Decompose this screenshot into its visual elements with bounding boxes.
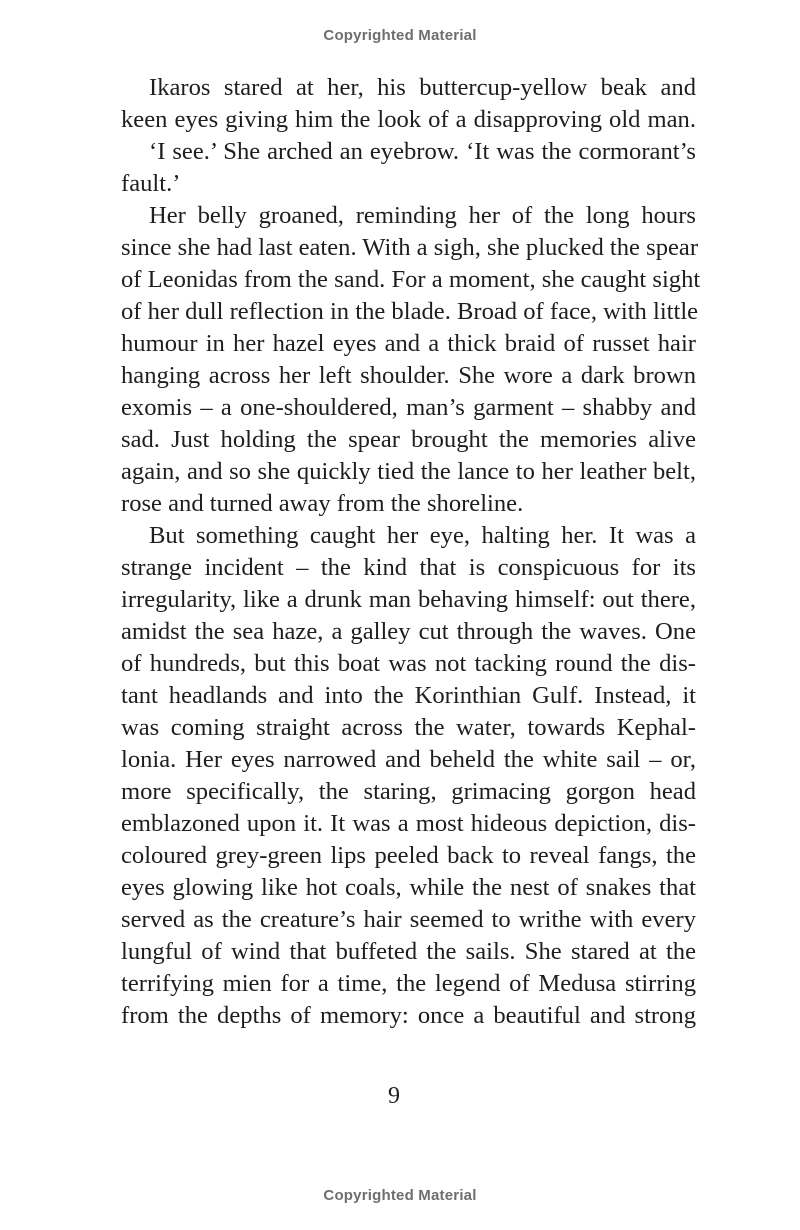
- paragraph: [93, 200, 701, 520]
- text-line: of hundreds, but this boat was not tacking round the dis-: [121, 650, 696, 677]
- text-line: hanging across her left shoulder. She wore a dark brown: [121, 362, 696, 389]
- text-line: again, and so she quickly tied the lance to her leather belt,: [121, 458, 696, 485]
- text-line: ‘I see.’ She arched an eyebrow. ‘It was the cormorant’s: [149, 138, 696, 165]
- paragraph: [93, 72, 696, 136]
- text-line: tant headlands and into the Korinthian Gulf. Instead, it: [121, 682, 696, 709]
- text-line: keen eyes giving him the look of a disapproving old man.: [121, 106, 696, 133]
- copyright-watermark-bottom: Copyrighted Material: [323, 1187, 477, 1204]
- text-line: Ikaros stared at her, his buttercup-yellow beak and: [149, 74, 696, 101]
- text-line: sad. Just holding the spear brought the memories alive: [121, 426, 696, 453]
- text-line: lungful of wind that buffeted the sails. She stared at the: [121, 938, 696, 965]
- text-line: of her dull reflection in the blade. Broad of face, with little: [121, 298, 699, 325]
- page-number: 9: [388, 1083, 400, 1109]
- text-line: was coming straight across the water, towards Kephal-: [121, 714, 696, 741]
- text-line: amidst the sea haze, a galley cut through the waves. One: [121, 618, 696, 645]
- text-line: humour in her hazel eyes and a thick braid of russet hair: [121, 330, 696, 357]
- text-line: exomis – a one-shouldered, man’s garment – shabby and: [121, 394, 696, 421]
- text-line: strange incident – the kind that is conspicuous for its: [121, 554, 696, 581]
- text-line: rose and turned away from the shoreline.: [121, 490, 524, 517]
- text-line: But something caught her eye, halting her. It was a: [149, 522, 696, 549]
- text-line: since she had last eaten. With a sigh, she plucked the spear: [121, 234, 699, 261]
- copyright-watermark-top: Copyrighted Material: [323, 27, 477, 44]
- paragraph: [93, 520, 696, 1032]
- text-line: coloured grey-green lips peeled back to reveal fangs, the: [121, 842, 696, 869]
- text-line: Her belly groaned, reminding her of the long hours: [149, 202, 696, 229]
- text-line: served as the creature’s hair seemed to writhe with every: [121, 906, 696, 933]
- text-line: emblazoned upon it. It was a most hideous depiction, dis-: [121, 810, 696, 837]
- text-line: fault.’: [121, 170, 181, 197]
- text-line: irregularity, like a drunk man behaving himself: out there,: [121, 586, 696, 613]
- text-line: more specifically, the staring, grimacing gorgon head: [121, 778, 696, 805]
- paragraph: [93, 136, 696, 200]
- text-line: from the depths of memory: once a beautiful and strong: [121, 1002, 696, 1029]
- text-line: of Leonidas from the sand. For a moment, she caught sight: [121, 266, 701, 293]
- text-line: eyes glowing like hot coals, while the nest of snakes that: [121, 874, 696, 901]
- text-line: terrifying mien for a time, the legend of Medusa stirring: [121, 970, 696, 997]
- text-line: lonia. Her eyes narrowed and beheld the white sail – or,: [121, 746, 696, 773]
- page-body: [93, 72, 701, 1032]
